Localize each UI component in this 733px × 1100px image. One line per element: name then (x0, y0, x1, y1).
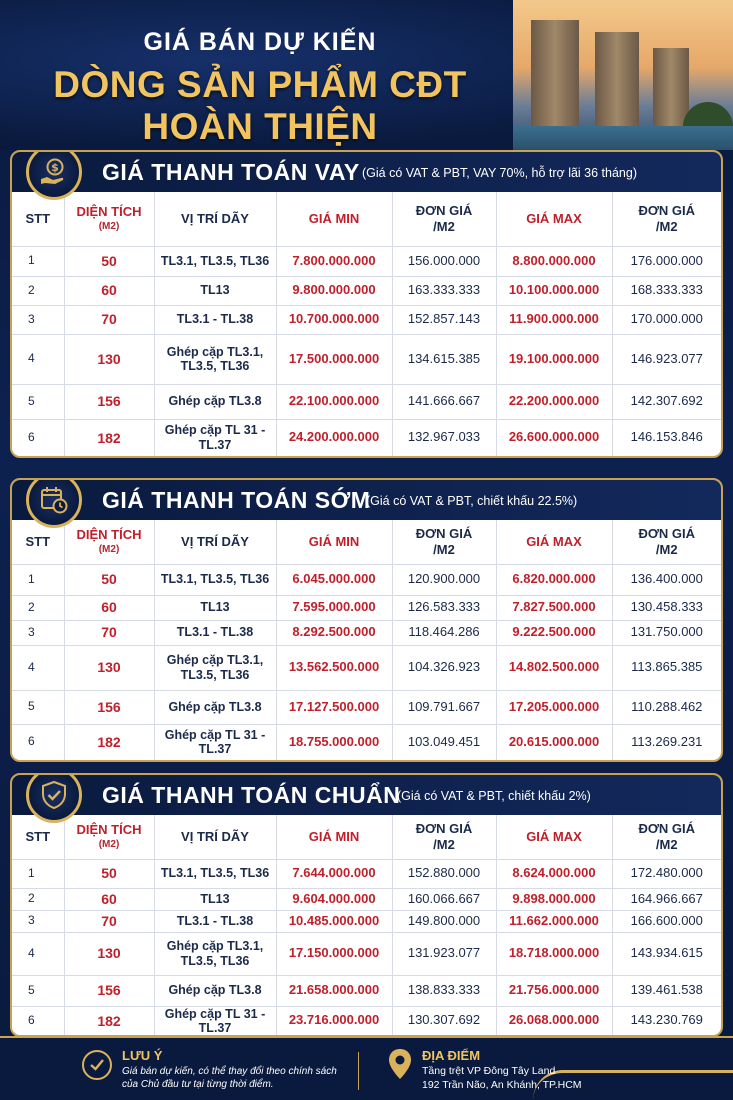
col-position (154, 192, 276, 246)
table-row (12, 690, 721, 724)
row-unit-price-max: 146.153.846 (630, 429, 703, 445)
location-line2: 192 Trần Não, An Khánh, TP.HCM (422, 1078, 582, 1091)
col-stt (12, 192, 64, 246)
row-stt: 1 (12, 246, 64, 276)
row-position: TL3.1 - TL.38 (154, 305, 276, 334)
row-price-min: 17.150.000.000 (276, 932, 392, 975)
building-illustration (513, 0, 733, 150)
col-unit-price-min-label: ĐƠN GIÁ (415, 820, 473, 836)
table-row (12, 724, 721, 760)
row-area: 156 (64, 690, 154, 724)
row-unit-price-max: 113.269.231 (631, 733, 703, 749)
row-area: 130 (64, 645, 154, 690)
row-position: Ghép cặp TL3.8 (154, 975, 276, 1006)
per-m2-label: /M2 (655, 836, 678, 852)
row-area: 156 (64, 975, 154, 1006)
section-header (12, 775, 721, 815)
per-m2-label: /M2 (655, 541, 678, 557)
row-stt: 5 (12, 384, 64, 419)
section-loan-price (10, 150, 723, 458)
col-unit-price-max-label: ĐƠN GIÁ (638, 820, 696, 836)
row-price-min: 7.644.000.000 (276, 859, 392, 888)
row-unit-price-min: 131.923.077 (392, 932, 496, 975)
area-unit-label: (M2) (98, 220, 120, 232)
row-unit-price-max: 176.000.000 (612, 246, 721, 276)
row-area: 182 (64, 1006, 154, 1035)
col-price-min (276, 815, 392, 859)
row-stt: 2 (12, 595, 64, 620)
col-unit-price-min (392, 520, 496, 564)
row-unit-price-max: 110.288.462 (612, 690, 721, 724)
table-row (12, 246, 721, 276)
row-price-min: 7.800.000.000 (276, 246, 392, 276)
row-position: TL3.1 - TL.38 (154, 910, 276, 932)
col-unit-price-max (612, 815, 721, 859)
row-stt: 4 (12, 334, 64, 384)
row-unit-price-min: 103.049.451 (392, 724, 496, 760)
table-row (12, 620, 721, 645)
row-position: Ghép cặp TL3.8 (154, 384, 276, 419)
col-price-min (276, 520, 392, 564)
table-row (12, 384, 721, 419)
location-line1: Tầng trệt VP Đông Tây Land (422, 1065, 556, 1077)
row-stt: 4 (12, 645, 64, 690)
row-unit-price-min: 118.464.286 (392, 620, 496, 645)
col-position-label: VỊ TRÍ DÃY (181, 533, 249, 549)
row-area: 70 (64, 910, 154, 932)
row-stt: 1 (12, 859, 64, 888)
row-area: 130 (64, 932, 154, 975)
price-table (12, 520, 721, 760)
row-stt: 1 (12, 564, 64, 595)
row-price-max: 14.802.500.000 (496, 645, 612, 690)
table-header-row (12, 815, 721, 859)
col-position (154, 520, 276, 564)
row-price-max: 26.600.000.000 (496, 419, 612, 456)
row-position: Ghép cặp TL 31 - TL.37 (154, 724, 276, 760)
row-unit-price-max: 131.750.000 (612, 620, 721, 645)
col-price-min-label: GIÁ MIN (308, 210, 360, 226)
row-position: TL3.1, TL3.5, TL36 (154, 564, 276, 595)
row-unit-price-max: 170.000.000 (612, 305, 721, 334)
section-note: (Giá có VAT & PBT, VAY 70%, hỗ trợ lãi 36 tháng) (362, 166, 637, 180)
row-unit-price-min: 149.800.000 (392, 910, 496, 932)
row-area: 130 (64, 334, 154, 384)
row-position: TL13 (154, 888, 276, 910)
row-unit-price-max: 166.600.000 (612, 910, 721, 932)
row-stt: 2 (12, 276, 64, 305)
row-unit-price-max: 142.307.692 (612, 384, 721, 419)
row-area: 60 (64, 888, 154, 910)
table-header-row (12, 520, 721, 564)
page-title: DÒNG SẢN PHẨM CĐT HOÀN THIỆN (53, 64, 467, 147)
per-m2-label: /M2 (655, 218, 678, 234)
location-text (422, 1065, 582, 1092)
row-price-min: 17.127.500.000 (276, 690, 392, 724)
row-position: TL13 (154, 276, 276, 305)
row-position: Ghép cặp TL3.1, TL3.5, TL36 (154, 334, 276, 384)
col-unit-price-max-label: ĐƠN GIÁ (638, 525, 696, 541)
row-price-max: 17.205.000.000 (496, 690, 612, 724)
row-price-max: 9.898.000.000 (496, 888, 612, 910)
row-price-min: 8.292.500.000 (276, 620, 392, 645)
row-unit-price-min: 156.000.000 (392, 246, 496, 276)
table-row (12, 334, 721, 384)
row-unit-price-max: 130.458.333 (612, 595, 721, 620)
row-unit-price-min: 130.307.692 (392, 1006, 496, 1035)
row-price-min: 9.604.000.000 (276, 888, 392, 910)
row-price-max: 10.100.000.000 (496, 276, 612, 305)
row-area: 60 (64, 276, 154, 305)
row-area: 60 (64, 595, 154, 620)
col-position-label: VỊ TRÍ DÃY (181, 828, 249, 844)
per-m2-label: /M2 (433, 541, 455, 557)
col-price-max (496, 815, 612, 859)
col-price-min (276, 192, 392, 246)
section-note: (Giá có VAT & PBT, chiết khấu 2%) (397, 789, 591, 803)
row-price-min: 6.045.000.000 (276, 564, 392, 595)
table-row (12, 859, 721, 888)
col-area (64, 192, 154, 246)
table-row (12, 932, 721, 975)
header-banner (0, 0, 733, 150)
row-unit-price-max: 172.480.000 (612, 859, 721, 888)
row-price-max: 19.100.000.000 (496, 334, 612, 384)
row-unit-price-max: 146.923.077 (612, 334, 721, 384)
row-price-max: 21.756.000.000 (496, 975, 612, 1006)
col-area-label: DIỆN TÍCH (76, 204, 142, 220)
row-stt: 5 (12, 975, 64, 1006)
tower-shape (531, 20, 579, 130)
row-area: 156 (64, 384, 154, 419)
row-position: TL13 (154, 595, 276, 620)
row-unit-price-min: 138.833.333 (392, 975, 496, 1006)
row-price-max: 26.068.000.000 (496, 1006, 612, 1035)
table-row (12, 1006, 721, 1035)
section-header (12, 152, 721, 192)
row-unit-price-min: 160.066.667 (392, 888, 496, 910)
table-header-row (12, 192, 721, 246)
row-unit-price-max: 168.333.333 (612, 276, 721, 305)
col-price-max-label: GIÁ MAX (526, 210, 582, 226)
col-area-label: DIỆN TÍCH (76, 822, 142, 838)
row-unit-price-max: 136.400.000 (612, 564, 721, 595)
table-row (12, 975, 721, 1006)
section-title: GIÁ THANH TOÁN VAY (102, 159, 360, 185)
table-row (12, 888, 721, 910)
row-position: TL3.1 - TL.38 (154, 620, 276, 645)
col-unit-price-min-label: ĐƠN GIÁ (415, 525, 473, 541)
col-price-min-label: GIÁ MIN (308, 533, 360, 549)
row-unit-price-min: 134.615.385 (392, 334, 496, 384)
row-price-max: 7.827.500.000 (496, 595, 612, 620)
table-row (12, 276, 721, 305)
col-unit-price-max (612, 192, 721, 246)
footer (0, 1036, 733, 1100)
row-unit-price-min: 163.333.333 (392, 276, 496, 305)
row-area: 50 (64, 564, 154, 595)
footer-divider (358, 1052, 359, 1090)
section-standard-price (10, 773, 723, 1037)
table-row (12, 564, 721, 595)
row-price-min: 22.100.000.000 (276, 384, 392, 419)
row-stt: 4 (12, 932, 64, 975)
row-position: TL3.1, TL3.5, TL36 (154, 859, 276, 888)
row-unit-price-min: 132.967.033 (392, 419, 496, 456)
col-unit-price-max (612, 520, 721, 564)
per-m2-label: /M2 (433, 218, 455, 234)
row-price-max: 8.624.000.000 (496, 859, 612, 888)
row-price-max: 22.200.000.000 (496, 384, 612, 419)
row-stt: 5 (12, 690, 64, 724)
price-table (12, 192, 721, 456)
row-stt: 3 (12, 305, 64, 334)
row-stt: 6 (12, 724, 64, 760)
row-stt: 3 (12, 620, 64, 645)
row-unit-price-max: 143.934.615 (612, 932, 721, 975)
row-unit-price-max: 143.230.769 (630, 1012, 703, 1028)
col-area-label: DIỆN TÍCH (76, 527, 142, 543)
price-table (12, 815, 721, 1035)
row-price-min: 18.755.000.000 (276, 724, 392, 760)
table-row (12, 305, 721, 334)
col-stt-label: STT (25, 828, 51, 844)
row-area: 70 (64, 305, 154, 334)
location-title: ĐỊA ĐIỂM (422, 1048, 481, 1063)
page-subtitle: GIÁ BÁN DỰ KIẾN (143, 28, 377, 56)
row-price-max: 6.820.000.000 (496, 564, 612, 595)
row-unit-price-min: 152.880.000 (392, 859, 496, 888)
row-price-min: 13.562.500.000 (276, 645, 392, 690)
note-title: LƯU Ý (122, 1048, 163, 1063)
col-stt-label: STT (25, 533, 51, 549)
svg-text:$: $ (51, 161, 59, 174)
col-position (154, 815, 276, 859)
check-circle-icon (82, 1050, 112, 1080)
col-price-max (496, 520, 612, 564)
col-unit-price-min (392, 815, 496, 859)
col-stt-label: STT (25, 210, 51, 226)
row-price-max: 11.900.000.000 (496, 305, 612, 334)
col-price-min-label: GIÁ MIN (308, 828, 360, 844)
col-unit-price-min (392, 192, 496, 246)
section-early-price (10, 478, 723, 762)
row-position: Ghép cặp TL3.1, TL3.5, TL36 (154, 932, 276, 975)
row-price-max: 9.222.500.000 (496, 620, 612, 645)
row-area: 50 (64, 246, 154, 276)
per-m2-label: /M2 (433, 836, 455, 852)
row-price-min: 23.716.000.000 (276, 1006, 392, 1035)
row-price-max: 18.718.000.000 (496, 932, 612, 975)
table-row (12, 910, 721, 932)
location-pin-icon (388, 1048, 412, 1085)
row-unit-price-max: 113.865.385 (612, 645, 721, 690)
row-price-min: 10.700.000.000 (276, 305, 392, 334)
table-row (12, 419, 721, 456)
col-price-max (496, 192, 612, 246)
note-text: Giá bán dự kiến, có thể thay đổi theo chính sách của Chủ đầu tư tại từng thời điểm. (122, 1066, 337, 1090)
tower-shape (595, 32, 639, 130)
row-area: 182 (64, 419, 154, 456)
area-unit-label: (M2) (98, 838, 120, 850)
row-unit-price-min: 141.666.667 (392, 384, 496, 419)
row-stt: 3 (12, 910, 64, 932)
row-position: Ghép cặp TL 31 - TL.37 (154, 419, 276, 456)
row-price-max: 8.800.000.000 (496, 246, 612, 276)
col-price-max-label: GIÁ MAX (526, 533, 582, 549)
row-price-min: 21.658.000.000 (276, 975, 392, 1006)
row-position: Ghép cặp TL 31 - TL.37 (154, 1006, 276, 1035)
row-unit-price-min: 109.791.667 (392, 690, 496, 724)
section-note: (Giá có VAT & PBT, chiết khấu 22.5%) (366, 494, 578, 508)
row-unit-price-min: 126.583.333 (392, 595, 496, 620)
section-title: GIÁ THANH TOÁN SỚM (102, 487, 371, 513)
row-stt: 6 (12, 419, 64, 456)
col-position-label: VỊ TRÍ DÃY (181, 210, 249, 226)
col-area (64, 520, 154, 564)
row-position: TL3.1, TL3.5, TL36 (154, 246, 276, 276)
col-unit-price-max-label: ĐƠN GIÁ (638, 202, 696, 218)
row-position: Ghép cặp TL3.1, TL3.5, TL36 (154, 645, 276, 690)
row-unit-price-min: 120.900.000 (392, 564, 496, 595)
row-price-max: 11.662.000.000 (496, 910, 612, 932)
col-price-max-label: GIÁ MAX (526, 828, 582, 844)
row-position: Ghép cặp TL3.8 (154, 690, 276, 724)
area-unit-label: (M2) (98, 543, 120, 555)
row-stt: 2 (12, 888, 64, 910)
row-area: 70 (64, 620, 154, 645)
table-row (12, 645, 721, 690)
row-price-min: 17.500.000.000 (276, 334, 392, 384)
row-unit-price-min: 152.857.143 (392, 305, 496, 334)
row-unit-price-max: 164.966.667 (612, 888, 721, 910)
row-price-min: 24.200.000.000 (276, 419, 392, 456)
row-price-min: 9.800.000.000 (276, 276, 392, 305)
row-area: 182 (64, 724, 154, 760)
river-shape (513, 126, 733, 150)
row-stt: 6 (12, 1006, 64, 1035)
row-price-max: 20.615.000.000 (496, 724, 612, 760)
col-unit-price-min-label: ĐƠN GIÁ (415, 202, 473, 218)
row-price-min: 10.485.000.000 (276, 910, 392, 932)
row-unit-price-min: 104.326.923 (392, 645, 496, 690)
table-row (12, 595, 721, 620)
section-header (12, 480, 721, 520)
col-area (64, 815, 154, 859)
row-price-min: 7.595.000.000 (276, 595, 392, 620)
row-unit-price-max: 139.461.538 (612, 975, 721, 1006)
row-area: 50 (64, 859, 154, 888)
section-title: GIÁ THANH TOÁN CHUẨN (102, 782, 401, 808)
